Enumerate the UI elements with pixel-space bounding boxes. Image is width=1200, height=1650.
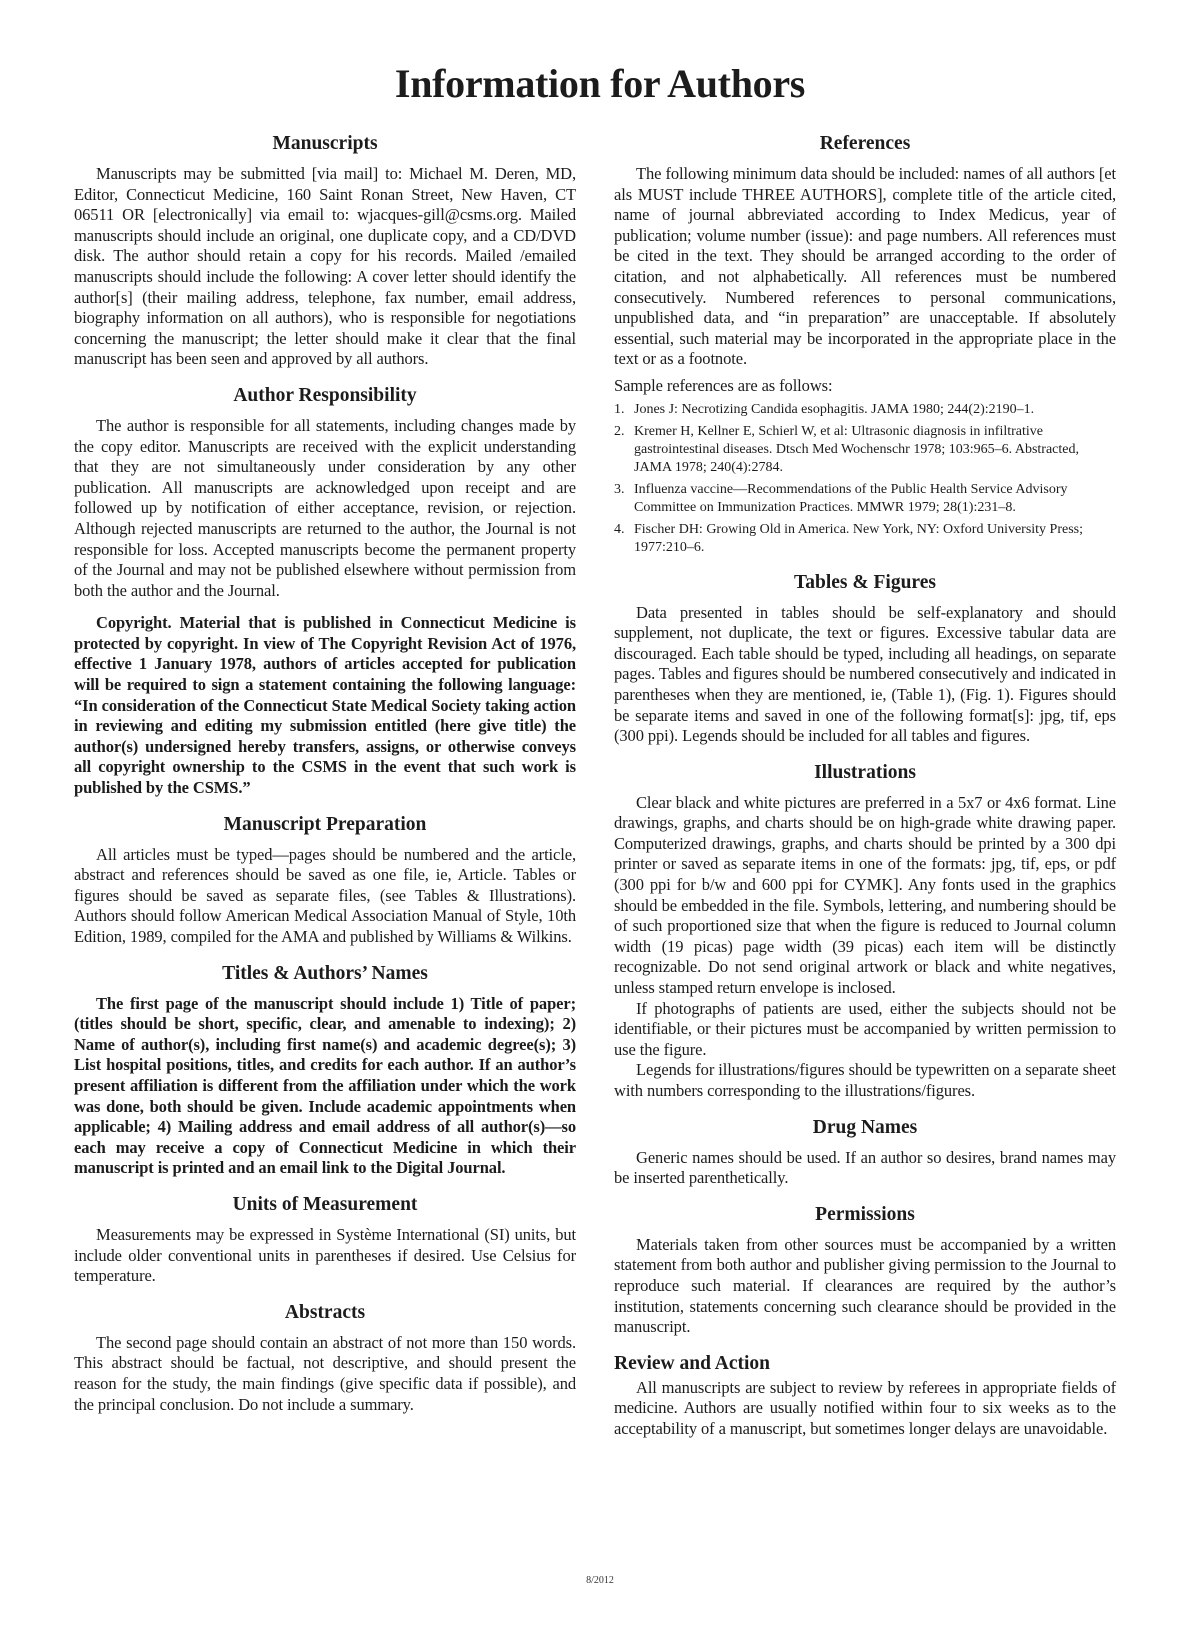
section-body: Manuscripts may be submitted [via mail] to: Michael M. Deren, MD, Editor, Connecticut Medicine, 160 Saint Ronan Street, New Haven, CT 06511 OR [electronically] via email to: wjacques-gill@csms.org. Mailed manuscripts should include an original, one duplicate copy, and a CD/DVD disk. The author should retain a copy for his records. Mailed /emailed manuscripts should include the following: A cover letter should identify the author[s] (their mailing address, telephone, fax number, email address, biography information on all authors), who is responsible for negotiations concerning the manuscript; the letter should make it clear that the final manuscript has been seen and approved by all authors. (74, 164, 576, 369)
section-illustrations (614, 761, 1116, 1102)
section-heading: Author Responsibility (233, 384, 417, 406)
page-footer-date: 8/2012 (586, 1575, 614, 1586)
left-column (74, 132, 576, 1429)
section-tables-figures (614, 571, 1116, 747)
section-heading: References (819, 133, 911, 154)
reference-text: Fischer DH: Growing Old in America. New York, NY: Oxford University Press; 1977:210–6. (634, 521, 1084, 555)
section-body: If photographs of patients are used, either the subjects should not be identifiable, or their pictures must be accompanied by written permission to use the figure. (614, 998, 1116, 1059)
section-heading: Review and Action (614, 1352, 770, 1374)
reference-text: Kremer H, Kellner E, Schierl W, et al: Ultrasonic diagnosis in infiltrative gastrointestinal diseases. Dtsch Med Wochenschr 1978; 103:965–6. Abstracted, JAMA 1978; 240(4):2784. (634, 423, 1079, 475)
section-body: The following minimum data should be included: names of all authors [et als MUST include THREE AUTHORS], complete title of the article cited, name of journal abbreviated according to Index Medicus, year of publication; volume number (issue): and page numbers. All references must be cited in the text. They should be arranged according to the order of citation, and not alphabetically. All references must be numbered consecutively. Numbered references to personal communications, unpublished data, and “in preparation” are unacceptable. If absolutely essential, such material may be incorporated in the appropriate place in the text or as a footnote. (614, 164, 1116, 369)
section-permissions (614, 1203, 1116, 1338)
section-body: Generic names should be used. If an author so desires, brand names may be inserted parenthetically. (614, 1147, 1116, 1188)
section-body: The author is responsible for all statements, including changes made by the copy editor. Manuscripts are received with the explicit understanding that they are not simultaneously under consideration by any other publication. All manuscripts are acknowledged upon receipt and are followed up by notification of either acceptance, revision, or rejection. Although rejected manuscripts are returned to the author, the Journal is not responsible for loss. Accepted manuscripts become the permanent property of the Journal and may not be published elsewhere without permission from both the author and the Journal. (74, 415, 576, 600)
section-heading: Abstracts (284, 1301, 366, 1323)
section-review-action (614, 1352, 1116, 1440)
page-title: Information for Authors (394, 61, 806, 106)
section-manuscripts (74, 132, 576, 370)
section-body: Clear black and white pictures are preferred in a 5x7 or 4x6 format. Line drawings, graphs, and charts should be on high-grade white drawing paper. Computerized drawings, graphs, and charts should be printed by a 300 dpi printer or saved as separate items in one of the formats: jpg, tif, eps, or pdf (300 ppi for b/w and 600 ppi for CYMK]. Any fonts used in the graphics should be embedded in the file. Symbols, lettering, and numbering should be of such proportioned size that when the figure is reduced to Journal column width (19 picas) page width (39 picas) each item will be distinctly recognizable. Do not send original artwork or black and white negatives, unless stamped return envelope is inclosed. (614, 792, 1116, 998)
section-heading: Drug Names (812, 1116, 918, 1138)
reference-item (614, 401, 1116, 419)
section-author-responsibility (74, 384, 576, 799)
reference-number: 3. (614, 481, 625, 497)
section-drug-names (614, 1116, 1116, 1189)
section-body: Legends for illustrations/figures should be typewritten on a separate sheet with numbers corresponding to the illustrations/figures. (614, 1060, 1116, 1100)
section-body: All manuscripts are subject to review by referees in appropriate fields of medicine. Authors are usually notified within four to six weeks as to the acceptability of a manuscript, but sometimes longer delays are unavoidable. (614, 1377, 1116, 1438)
reference-list (614, 401, 1116, 557)
section-titles-authors (74, 962, 576, 1179)
right-column (614, 132, 1116, 1454)
reference-number: 2. (614, 423, 625, 439)
section-body: All articles must be typed—pages should be numbered and the article, abstract and references should be saved as one file, ie, Article. Tables or figures should be saved as separate files, (see Tables & Illustrations). Authors should follow American Medical Association Manual of Style, 10th Edition, 1989, compiled for the AMA and published by Williams & Wilkins. (74, 844, 576, 946)
reference-number: 1. (614, 401, 625, 417)
section-body: Measurements may be expressed in Système International (SI) units, but include older conventional units in parentheses if desired. Use Celsius for temperature. (74, 1224, 576, 1286)
reference-number: 4. (614, 521, 625, 537)
section-units (74, 1193, 576, 1287)
reference-text: Influenza vaccine—Recommendations of the Public Health Service Advisory Committee on Immunization Practices. MMWR 1979; 28(1):231–8. (634, 481, 1068, 515)
section-body: Materials taken from other sources must be accompanied by a written statement from both author and publisher giving permission to the Journal to reproduce such material. If clearances are required by the author’s institution, statements concerning such clearance should be provided in the manuscript. (614, 1234, 1116, 1337)
section-body: The second page should contain an abstract of not more than 150 words. This abstract should be factual, not descriptive, and should present the reason for the study, the main findings (give specific data if possible), and the principal conclusion. Do not include a summary. (74, 1332, 576, 1414)
section-heading: Titles & Authors’ Names (222, 962, 428, 984)
section-heading: Tables & Figures (794, 571, 936, 593)
section-references (614, 132, 1116, 557)
reference-item (614, 521, 1116, 557)
section-body: The first page of the manuscript should include 1) Title of paper; (titles should be short, specific, clear, and amenable to indexing); 2) Name of author(s), including first name(s) and academic degree(s); 3) List hospital positions, titles, and credits for each author. If an author’s present affiliation is different from the affiliation under which the work was done, both should be given. Include academic appointments when applicable; 4) Mailing address and email address of all author(s)—so each may receive a copy of Connecticut Medicine in which their manuscript is printed and an email link to the Digital Journal. (74, 993, 576, 1178)
section-manuscript-preparation (74, 813, 576, 948)
section-body: Data presented in tables should be self-explanatory and should supplement, not duplicate, the text or figures. Excessive tabular data are discouraged. Each table should be typed, including all headings, on separate pages. Tables and figures should be numbered consecutively and indicated in parentheses when they are mentioned, ie, (Table 1), (Fig. 1). Figures should be separate items and saved in one of the following format[s]: jpg, tif, eps (300 ppi). Legends should be included for all tables and figures. (614, 602, 1116, 746)
reference-item (614, 481, 1116, 517)
reference-text: Jones J: Necrotizing Candida esophagitis. JAMA 1980; 244(2):2190–1. (634, 401, 1035, 417)
copyright-paragraph: Copyright. Material that is published in Connecticut Medicine is protected by copyright. In view of The Copyright Revision Act of 1976, effective 1 January 1978, authors of articles accepted for publication will be required to sign a statement containing the following language: “In consideration of the Connecticut State Medical Society taking action in reviewing and editing my submission entitled (here give title) the author(s) undersigned hereby transfers, assigns, or otherwise conveys all copyright ownership to the CSMS in the event that such work is published by the CSMS.” (74, 613, 576, 798)
section-heading: Manuscripts (272, 133, 378, 154)
section-heading: Units of Measurement (232, 1193, 418, 1215)
section-heading: Manuscript Preparation (223, 813, 427, 835)
section-heading: Permissions (815, 1203, 915, 1225)
sample-references-intro: Sample references are as follows: (614, 375, 833, 395)
section-abstracts (74, 1301, 576, 1415)
section-heading: Illustrations (814, 761, 916, 783)
reference-item (614, 423, 1116, 477)
